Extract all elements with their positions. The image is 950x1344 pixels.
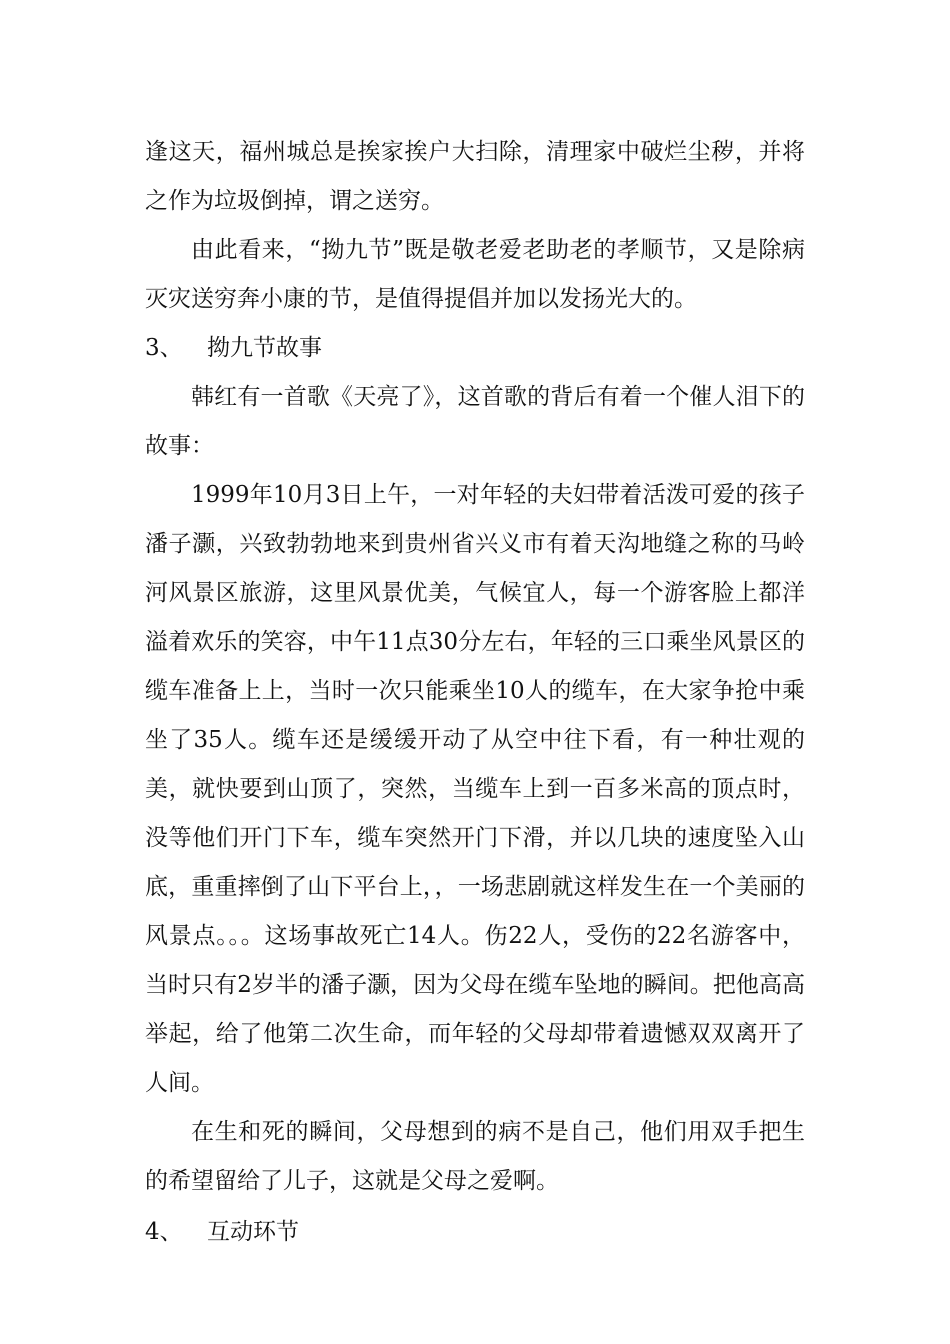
paragraph-conclusion: 由此看来，“拗九节”既是敬老爱老助老的孝顺节，又是除病灭灾送穷奔小康的节，是值得提倡并加以发扬光大的。 (145, 237, 805, 312)
document-body (145, 128, 805, 1257)
section-number: 3、 (145, 335, 183, 361)
paragraph-story: 1999年10月3日上午，一对年轻的夫妇带着活泼可爱的孩子潘子灏，兴致勃勃地来到贵州省兴义市有着天沟地缝之称的马岭河风景区旅游，这里风景优美，气候宜人，每一个游客脸上都洋溢着欢乐的笑容，中午11点30分左右，年轻的三口乘坐风景区的缆车准备上上，当时一次只能乘坐10人的缆车，在大家争抢中乘坐了35人。缆车还是缓缓开动了从空中往下看，有一种壮观的美，就快要到山顶了，突然，当缆车上到一百多米高的顶点时，没等他们开门下车，缆车突然开门下滑，并以几块的速度坠入山底，重重摔倒了山下平台上，，一场悲剧就这样发生在一个美丽的风景点。。。这场事故死亡14人。伤22人，受伤的22名游客中，当时只有2岁半的潘子灏，因为父母在缆车坠地的瞬间。把他高高举起，给了他第二次生命，而年轻的父母却带着遗憾双双离开了人间。 (145, 482, 805, 1096)
paragraph-send-poverty: 逢这天，福州城总是挨家挨户大扫除，清理家中破烂尘秽，并将之作为垃圾倒掉，谓之送穷。 (145, 139, 805, 214)
paragraph-song-intro: 韩红有一首歌《天亮了》，这首歌的背后有着一个催人泪下的故事： (145, 384, 805, 459)
paragraph-parents-love: 在生和死的瞬间，父母想到的病不是自己，他们用双手把生的希望留给了儿子，这就是父母之爱啊。 (145, 1119, 805, 1194)
section-heading-4 (145, 1208, 805, 1257)
section-title: 互动环节 (207, 1219, 299, 1245)
section-heading-3 (145, 324, 805, 373)
section-title: 拗九节故事 (207, 335, 322, 361)
section-number: 4、 (145, 1219, 183, 1245)
